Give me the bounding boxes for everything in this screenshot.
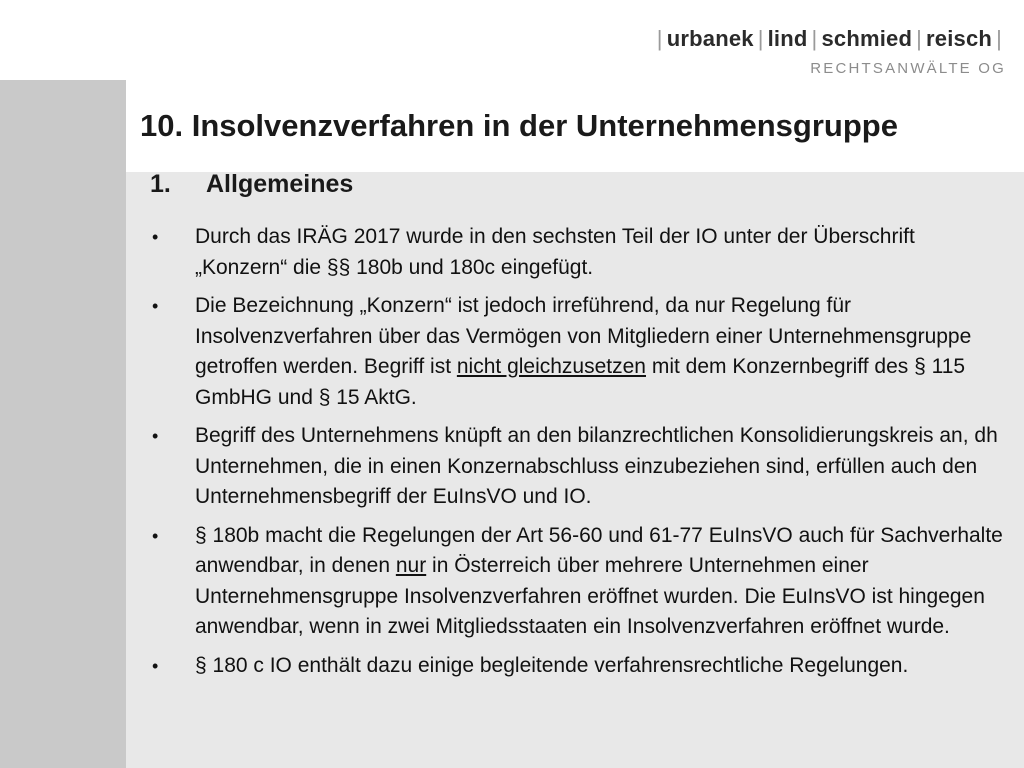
bullet-text: mit dem Konzernbegriff des § 115 GmbHG und § 15 AktG. — [195, 355, 966, 409]
left-gray-bar — [0, 80, 126, 768]
bullet-text: § 180 c IO enthält dazu einige begleitende verfahrensrechtliche Regelungen. — [195, 653, 909, 677]
bullet-text: in Österreich über mehrere Unternehmen einer Unternehmensgruppe Insolvenzverfahren eröffnet wurden. Die EuInsVO ist hingegen anwendbar, wenn in zwei Mitgliedsstaaten ein Insolvenzverfahren eröffnet wurde. — [195, 554, 985, 638]
logo-separator: | — [656, 26, 663, 51]
logo-name-reisch: reisch — [926, 26, 993, 51]
bullet-text: Durch das IRÄG 2017 wurde in den sechsten Teil der IO unter der Überschrift „Konzern“ die §§ 180b und 180c eingefügt. — [195, 225, 915, 279]
underlined-text: nicht gleichzusetzen — [456, 355, 646, 378]
bullet-item — [150, 521, 1010, 643]
bullet-text: Die Bezeichnung „Konzern“ ist jedoch irreführend, da nur Regelung für Insolvenzverfahren über das Vermögen von Mitgliedern einer Unternehmensgruppe getroffen werden. Begriff ist — [195, 294, 972, 378]
logo-separator: | — [757, 26, 764, 51]
logo-name-lind: lind — [767, 26, 808, 51]
bullet-item — [150, 421, 1010, 513]
slide-title: 10. Insolvenzverfahren in der Unternehmensgruppe — [140, 108, 898, 143]
logo-separator: | — [916, 26, 923, 51]
logo-name-urbanek: urbanek — [666, 26, 754, 51]
logo-separator: | — [811, 26, 818, 51]
section-number: 1. — [150, 170, 171, 198]
bullet-item — [150, 291, 1010, 413]
bullet-dot: • — [152, 655, 159, 676]
bullet-text: § 180b macht die Regelungen der Art 56-60 und 61-77 EuInsVO auch für Sachverhalte anwendbar, in denen — [195, 523, 1003, 577]
section-title: Allgemeines — [206, 170, 354, 198]
bullet-dot: • — [152, 525, 159, 546]
logo-names — [653, 26, 1006, 52]
logo-subtitle: RECHTSANWÄLTE OG — [810, 60, 1006, 77]
bullet-item — [150, 222, 1010, 283]
bullet-dot: • — [152, 227, 159, 247]
underlined-text: nur — [395, 554, 427, 577]
section-heading — [150, 170, 353, 199]
logo-separator: | — [996, 26, 1002, 51]
bullet-dot: • — [152, 426, 159, 446]
logo-name-schmied: schmied — [821, 26, 913, 51]
bullet-item — [150, 651, 1010, 682]
bullet-text: Begriff des Unternehmens knüpft an den bilanzrechtlichen Konsolidierungskreis an, dh Unternehmen, die in einen Konzernabschluss einzubeziehen sind, erfüllen auch den Unternehmensbegriff der EuInsVO und IO. — [195, 424, 998, 508]
company-logo — [653, 26, 1006, 77]
bullet-dot: • — [152, 296, 159, 316]
bullet-list — [150, 222, 1010, 689]
